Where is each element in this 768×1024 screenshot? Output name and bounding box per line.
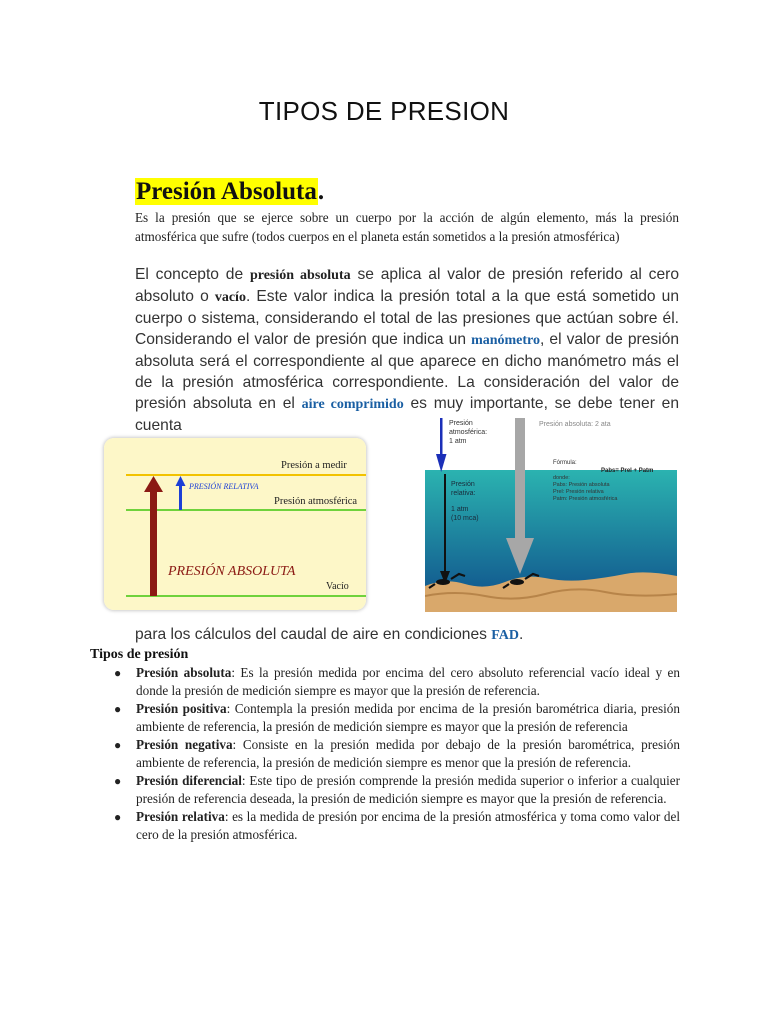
type-term: Presión relativa	[136, 809, 225, 824]
diver-pressure-svg	[425, 416, 677, 612]
label-presion-absoluta: PRESIÓN ABSOLUTA	[168, 564, 296, 579]
label-vacio: Vacío	[326, 581, 349, 592]
type-desc: : Es la presión medida por encima del cero absoluto referencial vacío ideal y en donde la presión de medición siempre es mayor que la presión de referencia.	[136, 665, 680, 698]
rel-label-1: Presión	[451, 481, 475, 488]
list-item	[90, 700, 680, 736]
concept-text: . Este valor indica la presión total a la que está sometido un cuerpo o sistema, considerando el total de las presiones que actúan sobre él. Considerando el valor de presión que indica un	[135, 288, 679, 348]
list-item	[90, 664, 680, 700]
concept-paragraph	[135, 264, 679, 436]
abs-label: Presión absoluta: 2 ata	[539, 421, 611, 428]
pressure-scale-figure	[104, 438, 366, 610]
concept-text: es muy importante, se debe tener en cuenta	[135, 395, 679, 434]
bullet-icon: ●	[114, 810, 122, 824]
type-desc: : Contempla la presión medida por encima de la presión barométrica diaria, presión ambiente de referencia, la presión de medición siempre es mayor que la presión de referencia	[136, 701, 680, 734]
type-desc: : Este tipo de presión comprende la presión medida superior o inferior a cualquier presión de referencia deseada, la presión de medición siempre es mayor que la presión de referencia.	[136, 773, 681, 806]
link-aire-comprimido[interactable]: aire comprimido	[301, 397, 404, 412]
type-term: Presión positiva	[136, 701, 227, 716]
link-fad[interactable]: FAD	[491, 628, 520, 643]
list-item	[90, 808, 680, 844]
link-manometro[interactable]: manómetro	[471, 333, 541, 348]
bullet-icon: ●	[114, 774, 122, 788]
bullet-icon: ●	[114, 666, 122, 680]
formula-def-3: Patm: Presión atmosférica	[553, 496, 618, 502]
formula-def-1: Pabs: Presión absoluta	[553, 482, 610, 488]
atm-label-1: Presión	[449, 420, 473, 427]
label-presion-medir: Presión a medir	[281, 460, 347, 471]
formula-where: donde:	[553, 475, 570, 481]
bullet-icon: ●	[114, 738, 122, 752]
type-term: Presión absoluta	[136, 665, 232, 680]
relative-arrow-shaft	[179, 485, 182, 510]
formula-title: Fórmula:	[553, 460, 577, 466]
formula-def-2: Prel: Presión relativa	[553, 489, 604, 495]
atm-label-3: 1 atm	[449, 438, 467, 445]
concept-text: , el valor de presión absoluta será el correspondiente al que aparece en dicho manómetro más el de la presión atmosférica correspondiente. La consideración del valor de presión absoluta en el	[135, 331, 679, 412]
rel-label-2: relativa:	[451, 490, 476, 497]
type-desc: : Consiste en la presión medida por debajo de la presión barométrica, presión ambiente de referencia, la presión de medición siempre es menor que la presión de referencia.	[136, 737, 680, 770]
bullet-icon: ●	[114, 702, 122, 716]
label-presion-atm: Presión atmosférica	[274, 496, 358, 507]
types-list	[90, 664, 680, 844]
section-heading-text: Presión Absoluta	[136, 178, 317, 205]
concept-text: se aplica al valor de presión referido al cero absoluto o	[135, 266, 679, 305]
section-heading-dot: .	[317, 178, 325, 205]
list-item	[90, 736, 680, 772]
atm-label-2: atmosférica:	[449, 429, 488, 436]
types-heading: Tipos de presión	[90, 647, 189, 662]
label-presion-relativa: PRESIÓN RELATIVA	[189, 482, 259, 491]
term-vacio: vacío	[214, 290, 246, 305]
absolute-arrow-shaft	[150, 490, 157, 596]
list-item	[90, 772, 680, 808]
intro-paragraph: Es la presión que se ejerce sobre un cuerpo por la acción de algún elemento, más la presión atmosférica que sufre (todos cuerpos en el planeta están sometidos a la presión atmosférica)	[135, 210, 679, 244]
page-title: TIPOS DE PRESION	[258, 96, 510, 126]
atm-arrow-shaft	[440, 418, 443, 456]
concept-text: El concepto de	[135, 266, 250, 283]
rel-label-3: 1 atm	[451, 506, 469, 513]
rel-label-4: (10 mca)	[451, 515, 479, 522]
type-term: Presión negativa	[136, 737, 233, 752]
fad-end: .	[519, 626, 524, 643]
diver-pressure-figure	[425, 416, 677, 612]
type-term: Presión diferencial	[136, 773, 242, 788]
fad-text: para los cálculos del caudal de aire en condiciones	[135, 626, 492, 643]
rel-arrow-shaft	[444, 474, 446, 574]
type-desc: : es la medida de presión por encima de la presión atmosférica y toma como valor del cero de la presión atmosférica.	[136, 809, 680, 842]
section-heading	[135, 178, 324, 206]
term-presion-absoluta: presión absoluta	[249, 268, 351, 283]
formula-text: Pabs= Prel + Patm	[601, 468, 654, 474]
fad-paragraph	[135, 626, 523, 644]
pressure-scale-svg	[104, 438, 366, 610]
abs-arrow-shaft	[515, 418, 525, 540]
